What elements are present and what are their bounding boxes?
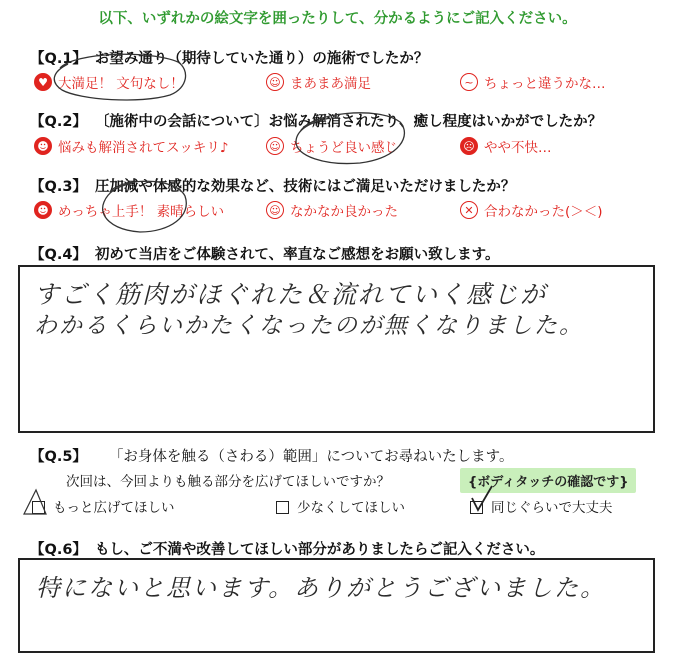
q3-option-2-label: なかなか良かった — [290, 204, 398, 220]
q1-option-2-label: まあまあ満足 — [290, 76, 371, 92]
relieved-face-icon: ☻ — [34, 137, 52, 155]
q1-question: お望み通り（期待していた通り）の施術でしたか？ — [94, 51, 429, 67]
q5-option-3-checkbox[interactable] — [470, 501, 483, 514]
q4-answer-line-2: わかるくらいかたくなったのが無くなりました。 — [34, 313, 584, 339]
q4-answer-box[interactable] — [18, 265, 655, 433]
q5-option-3[interactable] — [470, 496, 613, 516]
q6-answer: 特にないと思います。ありがとうございました。 — [36, 574, 607, 602]
body-touch-badge: {ボディタッチの確認です} — [460, 468, 636, 493]
q2-option-2-label: ちょうど良い感じ — [290, 140, 398, 156]
q3-option-3[interactable] — [460, 200, 603, 220]
q2-option-3[interactable] — [460, 136, 552, 156]
q5-label: 【Q.5】 — [30, 449, 87, 465]
q1-question-row — [30, 47, 428, 68]
q3-option-2[interactable] — [266, 200, 398, 220]
q5-option-1-label: もっと広げてほしい — [53, 500, 175, 516]
q2-label: 【Q.2】 — [30, 114, 87, 130]
q5-option-1-checkbox[interactable] — [32, 501, 45, 514]
q3-question: 圧加減や体感的な効果など、技術にはご満足いただけましたか？ — [94, 179, 516, 195]
q4-label: 【Q.4】 — [30, 247, 87, 263]
q5-option-3-label: 同じぐらいで大丈夫 — [491, 500, 613, 516]
heart-eyes-face-icon: ♥ — [34, 73, 52, 91]
puzzled-face-icon: ~ — [460, 73, 478, 91]
q1-label: 【Q.1】 — [30, 51, 87, 67]
q5-option-2[interactable] — [276, 496, 405, 516]
q2-question: 〔施術中の会話について〕お悩み解消されたり、癒し程度はいかがでしたか？ — [94, 114, 603, 130]
q5-question-row — [30, 445, 514, 466]
q1-option-3[interactable] — [460, 72, 606, 92]
q3-option-1-label: めっちゃ上手！ 素晴らしい — [58, 204, 225, 220]
q2-option-1[interactable] — [34, 136, 228, 156]
q3-question-row — [30, 175, 515, 196]
q4-answer-line-1: すごく筋肉がほぐれた＆流れていく感じが — [34, 280, 548, 309]
content-face-icon: ☺ — [266, 137, 284, 155]
q3-option-1[interactable] — [34, 200, 224, 220]
q1-option-1[interactable] — [34, 72, 184, 92]
q5-option-1[interactable] — [32, 496, 175, 516]
frowning-face-icon: ☹ — [460, 137, 478, 155]
q5-subquestion: 次回は、今回よりも触る部分を広げてほしいですか？ — [66, 474, 390, 490]
q1-option-3-label: ちょっと違うかな… — [484, 76, 606, 92]
q4-question-row — [30, 243, 500, 264]
q5-option-2-label: 少なくしてほしい — [297, 500, 405, 516]
q2-question-row — [30, 110, 602, 131]
q5-question: 「お身体を触る（さわる）範囲」についてお尋ねいたします。 — [108, 449, 514, 465]
q6-label: 【Q.6】 — [30, 542, 87, 558]
q2-option-3-label: やや不快… — [484, 140, 552, 156]
q3-label: 【Q.3】 — [30, 179, 87, 195]
q6-question-row — [30, 538, 544, 559]
instruction-text: 以下、いずれかの絵文字を囲ったりして、分かるようにご記入ください。 — [98, 11, 577, 27]
q6-question: もし、ご不満や改善してほしい部分がありましたらご記入ください。 — [94, 542, 545, 558]
q6-answer-box[interactable] — [18, 558, 655, 653]
q3-option-3-label: 合わなかった(＞＜) — [484, 204, 603, 220]
smile-face-icon: ☺ — [266, 73, 284, 91]
q2-option-2[interactable] — [266, 136, 398, 156]
q4-question: 初めて当店をご体験されて、率直なご感想をお願い致します。 — [94, 247, 500, 263]
grinning-face-icon: ☻ — [34, 201, 52, 219]
wincing-face-icon: ✕ — [460, 201, 478, 219]
q1-option-2[interactable] — [266, 72, 371, 92]
q2-option-1-label: 悩みも解消されてスッキリ♪ — [58, 140, 229, 156]
q1-option-1-label: 大満足！ 文句なし！ — [58, 76, 184, 92]
q5-option-2-checkbox[interactable] — [276, 501, 289, 514]
pleased-face-icon: ☺ — [266, 201, 284, 219]
